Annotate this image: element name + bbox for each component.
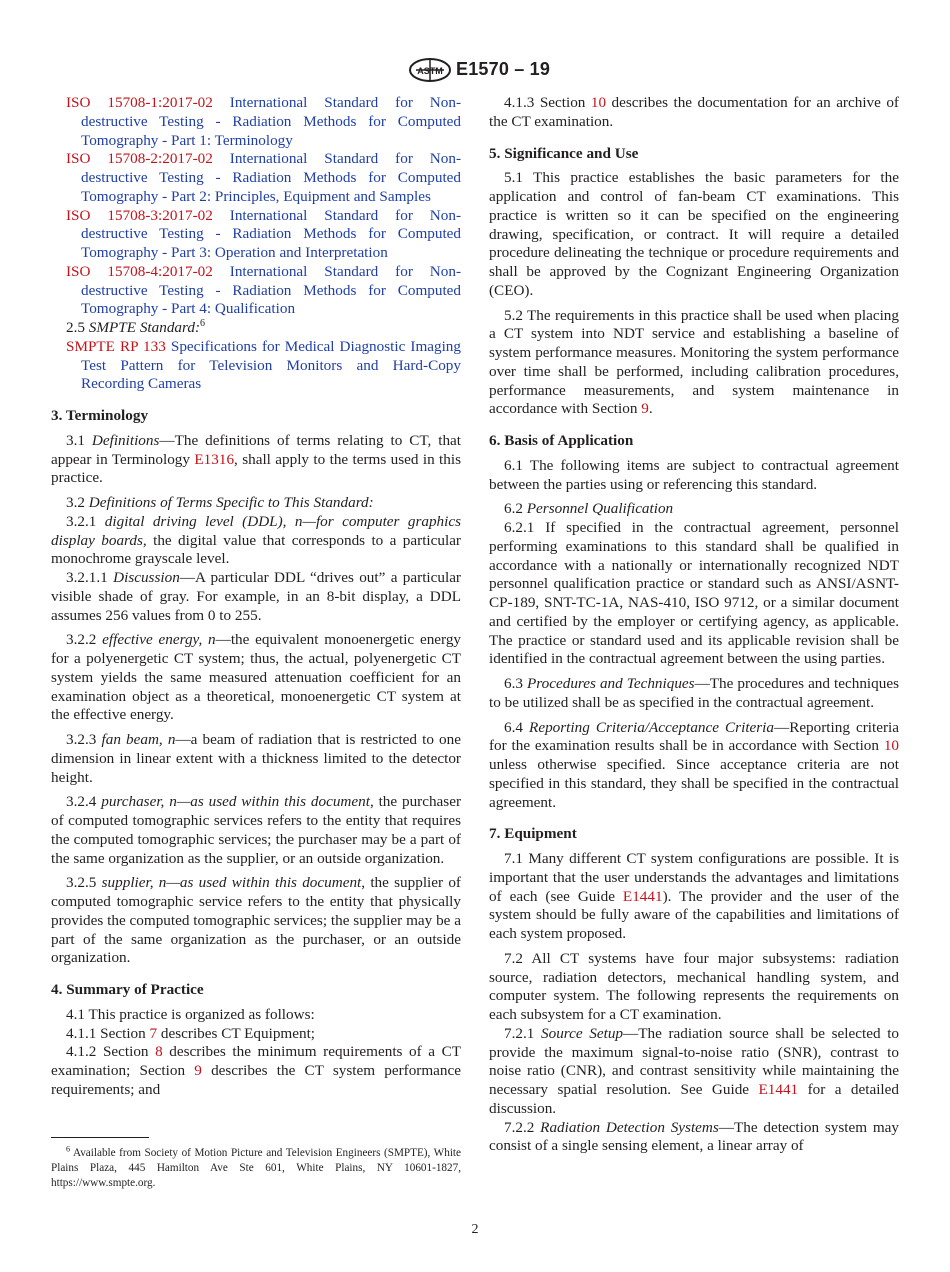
reference-smpte-rp-133 [51,338,461,394]
page-number: 2 [471,1222,479,1237]
link-section-9[interactable]: 9 [194,1062,202,1079]
paragraph-5-1: 5.1 This practice establishes the basic parameters for the application and control of fan-beam CT examinations. This practice is written so it can be specified on the engineering drawing, specification, or contract. It will require a detailed procedure delineating the technique or procedure requirements and shall be approved by the Cognizant Engineering Organization (CEO). [489,169,899,299]
paragraph-4-1: 4.1 This practice is organized as follows: [66,1005,315,1023]
paragraph-7-2-1: 7.2.1 Source Setup—The radiation source shall be selected to provide the maximum signal-to-noise ratio (SNR), contrast to noise ratio (CNR), and contrast sensitivity while maintaining the necessary spatial resolution. See Guide E1441 for a detailed discussion. [489,1024,900,1117]
standard-designation: E1570 – 19 [456,59,551,79]
reference-iso-15708-2 [51,150,461,206]
smpte-heading: 2.5 SMPTE Standard:$^6$ [66,317,206,336]
reference-title[interactable]: Specifications for Medical Diagnostic Imaging Test Pattern for Television Monitors and Hard-Copy Recording Cameras [81,337,461,393]
link-section-10[interactable]: 10 [883,737,899,755]
reference-code[interactable]: ISO 15708-2:2017-02 [66,150,213,168]
paragraph-4-1-3: 4.1.3 Section 10 describes the documentation for an archive of the CT examination. [489,94,899,130]
paragraph-6-2: 6.2 Personnel Qualification [504,500,674,518]
reference-iso-15708-1 [51,94,461,150]
reference-code[interactable]: ISO 15708-3:2017-02 [66,206,213,224]
paragraph-3-2: 3.2 Definitions of Terms Specific to This Standard: [66,494,374,511]
reference-title[interactable]: International Standard for Non-destructive Testing - Radiation Methods for Computed Tomography - Part 1: Terminology [81,94,462,149]
link-section-10[interactable]: 10 [590,94,607,111]
paragraph-3-2-4: 3.2.4 purchaser, n—as used within this document, the purchaser of computed tomographic services refers to the entity that requires the computed tomographic services; the purchaser may be a part of the same organization as the supplier, or an outside organization. [51,793,462,867]
paragraph-3-2-1: 3.2.1 digital driving level (DDL), n—for computer graphics display boards, the digital value that corresponds to a particular monochrome grayscale level. [51,512,462,568]
svg-text:ASTM: ASTM [417,66,443,76]
section-7-heading: 7. Equipment [489,825,577,843]
astm-logo-icon [408,58,452,82]
section-3-heading: 3. Terminology [51,407,149,424]
reference-iso-15708-4 [51,263,461,319]
reference-title[interactable]: International Standard for Non-destructive Testing - Radiation Methods for Computed Tomography - Part 3: Operation and Interpretation [81,206,462,261]
section-6-heading: 6. Basis of Application [489,432,634,449]
paragraph-6-1: 6.1 The following items are subject to contractual agreement between the parties using or referencing this standard. [489,456,899,493]
paragraph-7-2-2: 7.2.2 Radiation Detection Systems—The detection system may consist of a single sensing element, a linear array of [489,1118,899,1155]
paragraph-3-2-2: 3.2.2 effective energy, n—the equivalent monoenergetic energy for a polyenergetic CT system; thus, the actual, polyenergetic CT system yields the same measured attenuation coefficient for an examination object as a theoretical, monoenergetic CT system at the effective energy. [51,631,462,724]
paragraph-3-2-1-1: 3.2.1.1 Discussion—A particular DDL “drives out” a particular visible shade of gray. For example, in an 8-bit display, a DDL assumes 256 values from 0 to 255. [51,569,461,624]
reference-code[interactable]: SMPTE RP 133 [66,337,166,355]
footnote-6: $^6$ Available from Society of Motion Picture and Television Engineers (SMPTE), White Plains Plaza, 445 Hamilton Ave Ste 601, White Plains, NY 10601-1827, https://www.smpte.org. [51,1144,462,1189]
paragraph-6-2-1: 6.2.1 If specified in the contractual agreement, personnel performing examinations to this standard shall be qualified in accordance with a nationally or internationally recognized NDT personnel qualification practice or standard such as ANSI/ASNT-CP-189, SNT-TC-1A, NAS-410, ISO 9712, or a similar document and certified by the employer or certifying agency, as applicable. The practice or standard used and its applicable revision shall be identified in the contractual agreement between the using parties. [489,519,899,668]
paragraph-5-2: 5.2 The requirements in this practice shall be used when placing a CT system into NDT service and establishing a baseline of system performance measures. Monitoring the system performance over time shall be performed, including calibration procedures, performance measurements, and system maintenance in accordance with Section 9. [489,306,899,418]
paragraph-3-2-3: 3.2.3 fan beam, n—a beam of radiation that is restricted to one dimension in linear extent with a thickness limited to the detector height. [51,731,461,786]
paragraph-4-1-2: 4.1.2 Section 8 describes the minimum requirements of a CT examination; Section 9 describes the CT system performance requirements; and [51,1043,461,1098]
paragraph-6-3: 6.3 Procedures and Techniques—The procedures and techniques to be utilized shall be as specified in the contractual agreement. [489,675,899,711]
link-e1316[interactable]: E1316 [194,450,235,468]
reference-title[interactable]: International Standard for Non-destructive Testing - Radiation Methods for Computed Tomography - Part 4: Qualification [81,262,462,318]
link-e1441[interactable]: E1441 [622,887,663,905]
reference-code[interactable]: ISO 15708-1:2017-02 [66,94,213,111]
link-section-7[interactable]: 7 [149,1024,158,1042]
paragraph-3-2-5: 3.2.5 supplier, n—as used within this document, the supplier of computed tomographic service refers to the entity that physically provides the computed tomographic services; the supplier may be a part of the same organization as the purchaser, or an outside organization. [51,874,461,967]
reference-code[interactable]: ISO 15708-4:2017-02 [66,262,213,280]
page-header [0,58,950,84]
footnote-rule [51,1137,149,1138]
link-section-8[interactable]: 8 [155,1043,163,1061]
section-5-heading: 5. Significance and Use [489,144,639,162]
paragraph-7-2: 7.2 All CT systems have four major subsystems: radiation source, radiation detectors, mechanical handling system, and computer system. The following represents the requirements on each subsystem for a CT examination. [489,949,899,1023]
paragraph-4-1-1: 4.1.1 Section 7 describes CT Equipment; [66,1024,316,1042]
reference-iso-15708-3 [51,207,461,263]
link-e1441[interactable]: E1441 [758,1081,799,1098]
left-column [51,94,461,1100]
right-column [489,94,899,1156]
link-section-9[interactable]: 9 [641,400,649,418]
paragraph-3-1: 3.1 Definitions—The definitions of terms relating to CT, that appear in Terminology E1316, shall apply to the terms used in this practice. [51,431,461,487]
paragraph-7-1: 7.1 Many different CT system configurations are possible. It is important that the user understands the advantages and limitations of each (see Guide E1441). The provider and the user of the system should be fully aware of the capabilities and limitations of each system proposed. [489,850,899,942]
section-4-heading: 4. Summary of Practice [51,981,204,998]
reference-title[interactable]: International Standard for Non-destructive Testing - Radiation Methods for Computed Tomography - Part 2: Principles, Equipment and Samples [81,150,462,205]
paragraph-6-4: 6.4 Reporting Criteria/Acceptance Criteria—Reporting criteria for the examination results shall be in accordance with Section 10 unless otherwise specified. Since acceptance criteria are not specified in this standard, they shall be specified in the contractual agreement. [489,718,899,811]
